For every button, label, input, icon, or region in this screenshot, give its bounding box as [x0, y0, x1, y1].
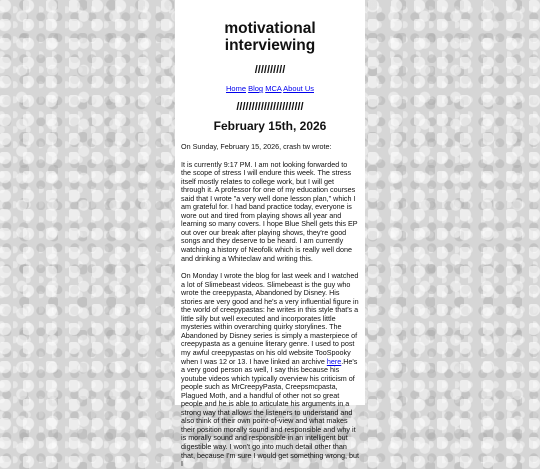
decorative-slashes-top: ////////// — [254, 64, 286, 76]
decorative-slashes-bottom: ////////////////////// — [236, 101, 304, 113]
nav-link-mca[interactable]: MCA — [265, 84, 282, 93]
content-column — [175, 0, 365, 469]
post-title: February 15th, 2026 — [213, 119, 327, 133]
post-paragraph — [181, 272, 359, 469]
site-title: motivational interviewing — [224, 20, 316, 54]
paragraph-text: On Monday I wrote the blog for last week and I watched a lot of Slimebeast videos. Slimebeast is the guy who wrote the creepypasta, Abandoned by Disney. His stories are very good and he's a very influential figure in the world of creepypastas: he writes in this style that's a little silly but well executed and incorporates little mysteries within overarching quirky storylines. The Abandoned by Disney series is simply a masterpiece of creepypasta as a genuine literary genre. I used to post my awful creepypastas on his old website TooSpooky when I was 12 or 13. I have linked an archive — [181, 271, 359, 366]
nav-link-about-us[interactable]: About Us — [283, 84, 314, 93]
post-byline: On Sunday, February 15, 2026, crash tw wrote: — [181, 142, 332, 151]
nav-link-blog[interactable]: Blog — [248, 84, 264, 93]
archive-link[interactable]: here — [326, 356, 342, 366]
main-nav — [181, 84, 359, 93]
paragraph-text: .He's a very good person as well, I say this because his youtube videos which typically overview his criticism of people such as MrCreepyPasta, Creepsmcpasta, Plagued Moth, and a handful of other not so great people and he is able to articulate his arguments in a strong way that allows the listeners to understand and also think of their own point-of-view and what makes their position morally sound and responsible and why it is morally sound and responsible in an intelligent but digestible way. I won't go into much detail other than that, because I'm sure I would get something wrong, but I — [181, 356, 359, 469]
nav-link-home[interactable]: Home — [225, 84, 246, 93]
post-paragraph: It is currently 9:17 PM. I am not looking forwarded to the scope of stress I will endure this week. The stress itself mostly relates to college work, but I will get through it. A professor for one of my education courses said that I wrote "a very well done lesson plan," which I am grateful for. I had band practice today, everyone is wore out and tired from playing shows all year and learning so many covers. I hope Blue Shell gets this EP out over our break after playing shows, they're good songs and they deserve to be heard. I am currently watching a history of Neofolk which is really well done and drinking a Whiteclaw and writing this. — [181, 159, 358, 263]
